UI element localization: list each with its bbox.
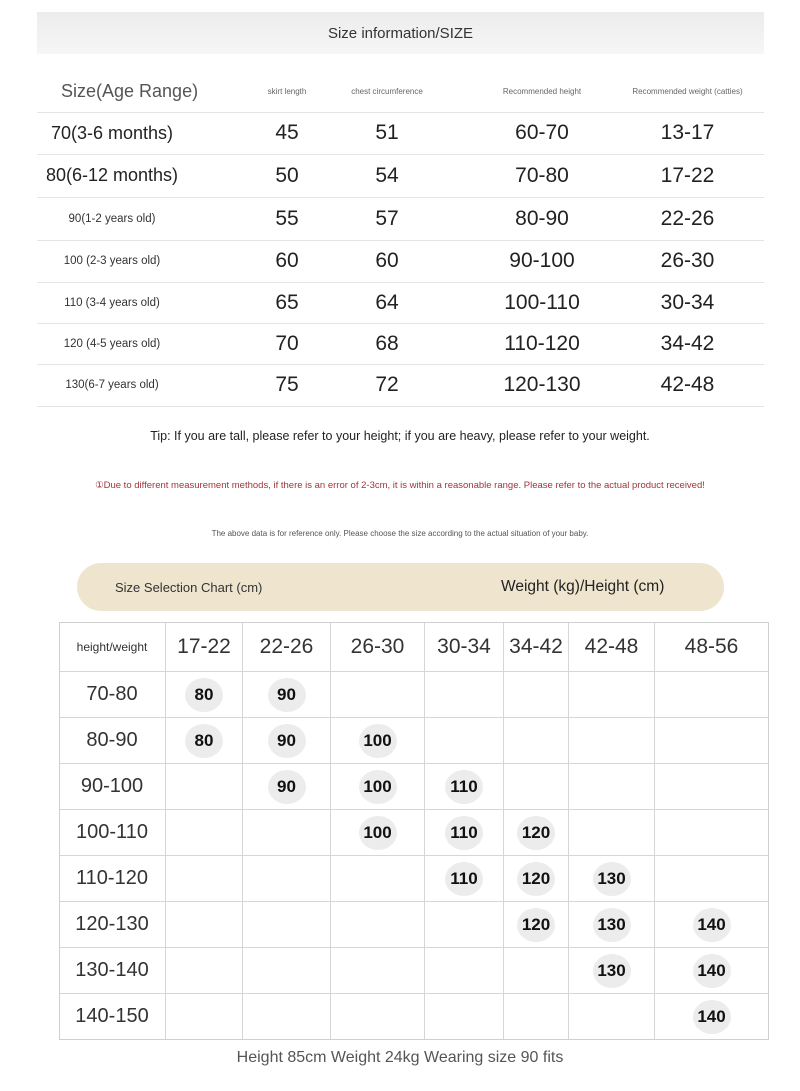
- size-value-cell: 57: [375, 206, 399, 230]
- size-age-cell: 110 (3-4 years old): [64, 296, 160, 309]
- grid-cell: [425, 856, 504, 902]
- grid-cell: [425, 902, 504, 948]
- weight-range-label: 42-48: [584, 634, 639, 658]
- grid-cell: [504, 902, 569, 948]
- grid-cell: [504, 948, 569, 994]
- size-value-cell: 45: [275, 121, 299, 144]
- grid-cell: [569, 994, 655, 1040]
- size-badge: 120: [517, 908, 555, 942]
- size-age-cell: 100 (2-3 years old): [63, 255, 161, 267]
- size-table-row: [37, 323, 764, 365]
- grid-cell: [655, 810, 769, 856]
- weight-header: [331, 622, 425, 672]
- size-age-cell: 130(6-7 years old): [65, 379, 159, 391]
- weight-range-label: 17-22: [177, 634, 231, 658]
- size-table-header: [37, 70, 764, 113]
- height-range-label: 130-140: [75, 959, 149, 981]
- grid-cell: [425, 948, 504, 994]
- height-range-label: 70-80: [86, 683, 138, 705]
- size-info-title: Size information/SIZE: [327, 24, 474, 42]
- grid-cell: [331, 948, 425, 994]
- size-value-cell: 30-34: [660, 290, 715, 314]
- grid-cell: [166, 672, 243, 718]
- size-badge: 100: [359, 816, 397, 850]
- size-value-cell: 70-80: [515, 163, 569, 187]
- grid-cell: [166, 810, 243, 856]
- size-value-cell: 22-26: [660, 206, 715, 230]
- size-value-cell: 50: [275, 163, 299, 187]
- height-header: [59, 948, 166, 994]
- height-header: [59, 810, 166, 856]
- grid-cell: [243, 810, 331, 856]
- column-header: Size(Age Range): [61, 80, 199, 101]
- grid-cell: [243, 994, 331, 1040]
- weight-height-label: Weight (kg)/Height (cm): [501, 578, 665, 595]
- size-value-cell: 64: [375, 290, 399, 314]
- size-age-cell: 90(1-2 years old): [68, 212, 156, 225]
- size-value-cell: 70: [275, 331, 299, 355]
- grid-cell: [425, 672, 504, 718]
- grid-cell: [504, 672, 569, 718]
- weight-header: [243, 622, 331, 672]
- grid-cell: [655, 764, 769, 810]
- size-badge: 110: [445, 816, 483, 850]
- size-selection-title: Size Selection Chart (cm): [115, 579, 263, 595]
- grid-cell: [504, 856, 569, 902]
- grid-cell: [243, 902, 331, 948]
- grid-cell: [331, 856, 425, 902]
- grid-cell: [166, 856, 243, 902]
- grid-cell: [331, 718, 425, 764]
- grid-cell: [331, 902, 425, 948]
- grid-cell: [243, 672, 331, 718]
- height-header: [59, 856, 166, 902]
- weight-range-label: 48-56: [684, 634, 739, 658]
- size-table-row: [37, 240, 764, 283]
- grid-cell: [569, 718, 655, 764]
- size-value-cell: 34-42: [660, 331, 715, 355]
- size-badge: 130: [593, 862, 631, 896]
- grid-cell: [655, 856, 769, 902]
- column-header: Recommended weight (catties): [632, 86, 743, 96]
- height-range-label: 140-150: [75, 1005, 149, 1027]
- height-range-label: 80-90: [86, 729, 138, 751]
- size-value-cell: 60: [375, 249, 399, 272]
- grid-cell: [243, 764, 331, 810]
- size-badge: 140: [693, 908, 731, 942]
- size-value-cell: 110-120: [504, 331, 580, 355]
- size-selection-banner: [77, 563, 724, 611]
- size-badge: 140: [693, 1000, 731, 1034]
- grid-cell: [655, 672, 769, 718]
- size-value-cell: 60-70: [515, 121, 569, 144]
- height-range-label: 120-130: [75, 913, 149, 935]
- grid-cell: [569, 764, 655, 810]
- size-table-row: [37, 364, 764, 407]
- size-value-cell: 100-110: [504, 290, 580, 314]
- size-table-row: [37, 112, 764, 155]
- grid-cell: [166, 718, 243, 764]
- weight-header: [425, 622, 504, 672]
- size-badge: 130: [593, 908, 631, 942]
- grid-cell: [425, 718, 504, 764]
- tip-text: Tip: If you are tall, please refer to your height; if you are heavy, please refer to your weight.: [150, 429, 650, 443]
- size-value-cell: 54: [375, 163, 399, 187]
- height-range-label: 90-100: [80, 775, 144, 797]
- grid-cell: [504, 764, 569, 810]
- grid-cell: [655, 718, 769, 764]
- height-header: [59, 718, 166, 764]
- grid-cell: [569, 948, 655, 994]
- size-badge: 110: [445, 770, 483, 804]
- height-header: [59, 902, 166, 948]
- size-value-cell: 68: [375, 331, 399, 355]
- size-badge: 80: [185, 724, 223, 758]
- column-header: skirt length: [267, 86, 307, 96]
- size-value-cell: 26-30: [660, 249, 715, 272]
- grid-cell: [243, 856, 331, 902]
- size-value-cell: 90-100: [509, 249, 575, 272]
- weight-range-label: 26-30: [350, 634, 405, 658]
- height-range-label: 110-120: [76, 867, 148, 889]
- size-badge: 80: [185, 678, 223, 712]
- grid-cell: [655, 994, 769, 1040]
- weight-header: [504, 622, 569, 672]
- column-header: Recommended height: [502, 86, 582, 96]
- grid-cell: [166, 948, 243, 994]
- size-value-cell: 42-48: [660, 373, 715, 396]
- size-badge: 110: [445, 862, 483, 896]
- grid-cell: [331, 994, 425, 1040]
- size-badge: 90: [268, 724, 306, 758]
- weight-header: [569, 622, 655, 672]
- grid-cell: [166, 764, 243, 810]
- grid-cell: [504, 994, 569, 1040]
- height-header: [59, 994, 166, 1040]
- grid-cell: [331, 810, 425, 856]
- grid-cell: [425, 994, 504, 1040]
- height-header: [59, 672, 166, 718]
- size-age-cell: 80(6-12 months): [45, 165, 179, 185]
- grid-cell: [655, 948, 769, 994]
- fit-example: Height 85cm Weight 24kg Wearing size 90 fits: [236, 1049, 564, 1066]
- size-value-cell: 72: [375, 373, 399, 396]
- size-badge: 100: [359, 770, 397, 804]
- grid-cell: [425, 810, 504, 856]
- grid-cell: [331, 764, 425, 810]
- size-table-row: [37, 154, 764, 198]
- height-header: [59, 764, 166, 810]
- size-badge: 90: [268, 770, 306, 804]
- size-badge: 100: [359, 724, 397, 758]
- grid-cell: [655, 902, 769, 948]
- grid-cell: [569, 902, 655, 948]
- size-badge: 90: [268, 678, 306, 712]
- grid-cell: [243, 948, 331, 994]
- size-value-cell: 17-22: [660, 163, 715, 187]
- grid-cell: [425, 764, 504, 810]
- size-value-cell: 120-130: [503, 373, 581, 396]
- weight-header: [655, 622, 769, 672]
- size-table-row: [37, 282, 764, 324]
- reference-note: The above data is for reference only. Please choose the size according to the actual situation of your baby.: [211, 529, 589, 538]
- weight-range-label: 22-26: [259, 634, 314, 658]
- size-value-cell: 60: [275, 249, 299, 272]
- size-value-cell: 13-17: [660, 121, 715, 144]
- size-badge: 140: [693, 954, 731, 988]
- grid-cell: [504, 810, 569, 856]
- grid-cell: [166, 994, 243, 1040]
- grid-cell: [166, 902, 243, 948]
- size-value-cell: 80-90: [515, 206, 569, 230]
- grid-cell: [569, 856, 655, 902]
- grid-cell: [243, 718, 331, 764]
- size-age-cell: 70(3-6 months): [50, 122, 174, 143]
- size-table-row: [37, 197, 764, 241]
- grid-cell: [504, 718, 569, 764]
- grid-cell: [569, 672, 655, 718]
- weight-range-label: 34-42: [509, 634, 563, 658]
- size-value-cell: 55: [275, 206, 299, 230]
- height-range-label: 100-110: [76, 821, 148, 843]
- size-value-cell: 51: [375, 121, 399, 144]
- size-badge: 120: [517, 816, 555, 850]
- grid-corner: [59, 622, 166, 672]
- size-value-cell: 65: [275, 290, 299, 314]
- size-badge: 130: [593, 954, 631, 988]
- column-header: chest circumference: [351, 86, 423, 96]
- measurement-warning: ①Due to different measurement methods, if there is an error of 2-3cm, it is within a reasonable range. Please refer to the actual product received!: [95, 480, 705, 491]
- size-badge: 120: [517, 862, 555, 896]
- grid-cell: [569, 810, 655, 856]
- size-age-cell: 120 (4-5 years old): [63, 337, 161, 350]
- grid-cell: [331, 672, 425, 718]
- size-info-header: [37, 12, 764, 54]
- weight-header: [166, 622, 243, 672]
- corner-label: height/weight: [76, 639, 148, 654]
- weight-range-label: 30-34: [437, 634, 491, 658]
- size-value-cell: 75: [275, 373, 299, 396]
